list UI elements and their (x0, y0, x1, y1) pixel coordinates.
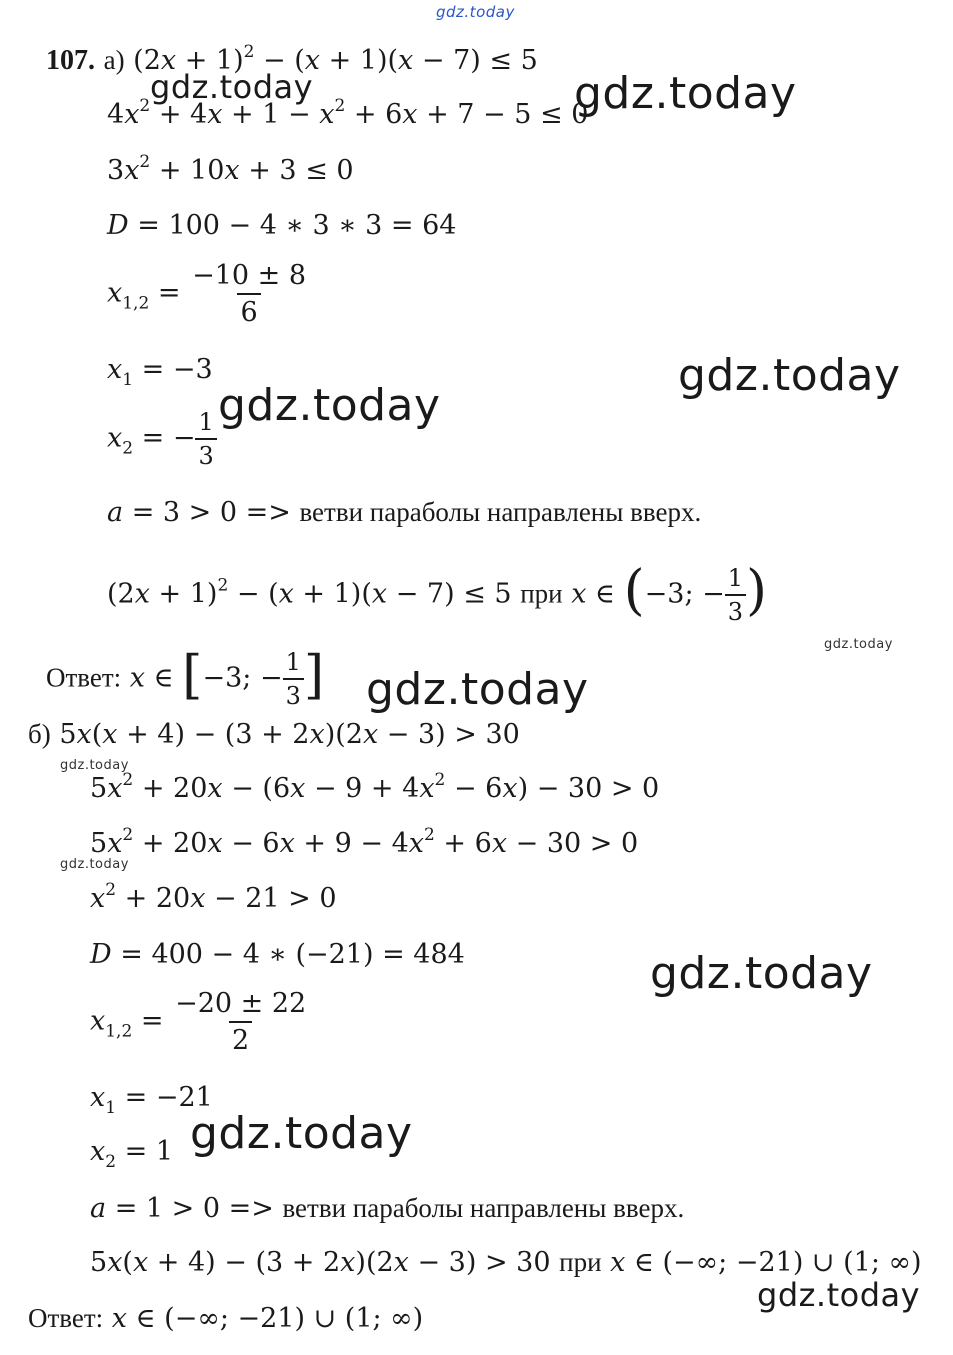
step-simplified: $3x^2 + 10x + 3 \le 0$ (107, 152, 354, 186)
step-root-2: $x_2$ = − $\frac{1}{3}$ (107, 410, 217, 468)
step-simplified-b: $x^2 + 20x - 21 > 0$ (90, 880, 337, 914)
part-label-a: а) (103, 45, 125, 75)
pri-text: при (559, 1247, 602, 1277)
watermark: gdz.today (190, 1108, 413, 1159)
watermark: gdz.today (574, 68, 797, 119)
problem-a-statement: 107. а) $(2x + 1)^2 - (x + 1)(x - 7) \le 5$ (46, 42, 538, 76)
answer-b: Ответ: x ∈ (−∞; −21) ∪ (1; ∞) (28, 1303, 424, 1334)
step-root-2-b: $x_2 = 1$ (90, 1136, 174, 1172)
watermark-top: gdz.today (436, 3, 515, 21)
direction-text: ветви параболы направлены вверх. (299, 497, 702, 527)
step-discriminant: D = 100 − 4 ∗ 3 ∗ 3 = 64 (107, 210, 457, 241)
watermark-small: gdz.today (60, 857, 129, 872)
step-roots-formula-b: $x_{1,2}$ = $\frac{-20 \pm 22}{2}$ (90, 988, 307, 1056)
watermark: gdz.today (757, 1276, 921, 1314)
step-root-1: $x_1 = -3$ (107, 354, 213, 390)
watermark: gdz.today (678, 350, 901, 401)
answer-label: Ответ: (46, 662, 122, 693)
problem-number: 107. (46, 45, 95, 76)
watermark-small: gdz.today (824, 637, 893, 652)
watermark: gdz.today (650, 948, 873, 999)
direction-text: ветви параболы направлены вверх. (282, 1193, 685, 1223)
answer-a: Ответ: x ∈ [−3; − $\frac{1}{3}$ ] (46, 645, 325, 710)
answer-label: Ответ: (28, 1303, 104, 1333)
pri-text: при (520, 578, 563, 609)
step-expand: $4x^2 + 4x + 1 - x^2 + 6x + 7 - 5 \le 0$ (107, 96, 589, 130)
step-solution-set-b: 5x(x + 4) − (3 + 2x)(2x − 3) > 30 при x ∈ (−∞; −21) ∪ (1; ∞) (90, 1247, 922, 1278)
watermark: gdz.today (366, 664, 589, 715)
step-solution-set: $(2x + 1)^2 - (x + 1)(x - 7) \le 5$ при x ∈ (−3; − $\frac{1}{3}$ ) (107, 558, 768, 626)
watermark: gdz.today (150, 68, 314, 106)
step-direction: a = 3 > 0 => ветви параболы направлены вверх. (107, 497, 702, 528)
step-expand-b: $5x^2 + 20x - (6x - 9 + 4x^2 - 6x) - 30 > 0$ (90, 770, 660, 804)
step-open-b: $5x^2 + 20x - 6x + 9 - 4x^2 + 6x - 30 > 0$ (90, 825, 639, 859)
problem-b-statement: б) 5x(x + 4) − (3 + 2x)(2x − 3) > 30 (28, 719, 520, 750)
part-label-b: б) (28, 719, 51, 749)
watermark-small: gdz.today (60, 758, 129, 773)
step-roots-formula: $x_{1,2}$ = $\frac{-10 \pm 8}{6}$ (107, 260, 307, 328)
step-direction-b: a = 1 > 0 => ветви параболы направлены вверх. (90, 1193, 685, 1224)
step-root-1-b: $x_1 = -21$ (90, 1082, 213, 1118)
watermark: gdz.today (218, 380, 441, 431)
step-discriminant-b: D = 400 − 4 ∗ (−21) = 484 (90, 939, 465, 970)
